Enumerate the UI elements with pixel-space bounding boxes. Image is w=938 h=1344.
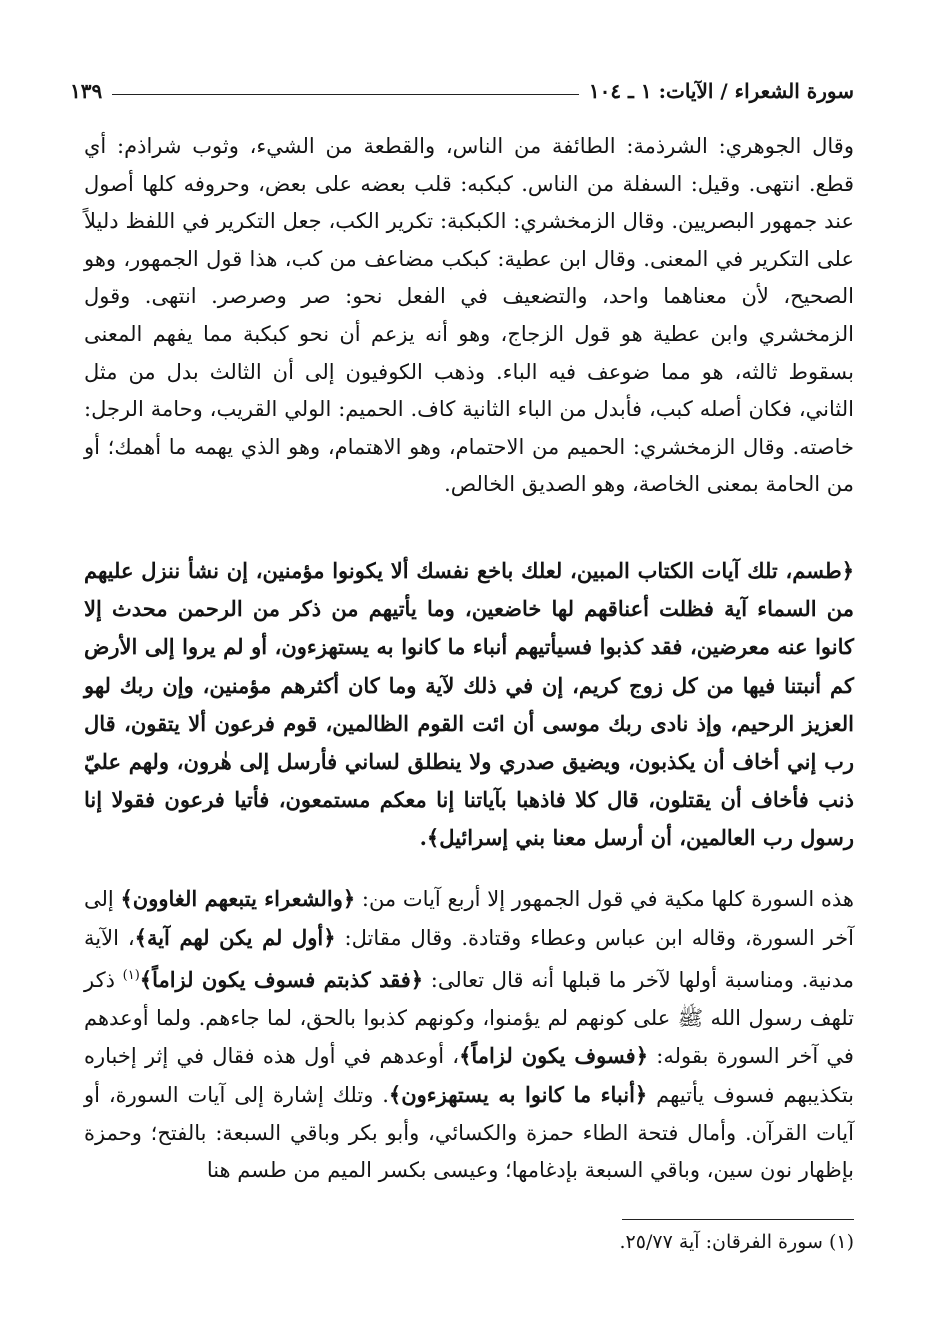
running-header [70, 74, 854, 108]
verse-quote: ﴿فسوف يكون لزاماً﴾ [459, 1043, 649, 1069]
verse-quote: ﴿والشعراء يتبعهم الغاوون﴾ [120, 886, 356, 911]
header-rule [112, 94, 579, 95]
footnote-marker[interactable]: (١) [122, 968, 140, 984]
commentary-paragraph-1: وقال الجوهري: الشرذمة: الطائفة من الناس، والقطعة من الشيء، وثوب شراذم: أي قطع. انتهى. وقيل: السفلة من الناس. كبكبه: قلب بعضه على بعض، وحروفه كلها أصول عند جمهور البصريين. وقال الزمخشري: الكبكبة: تكرير الكب، جعل التكرير في اللفظ دليلاً على التكرير في المعنى. وقال ابن عطية: كبكب مضاعف من كب، هذا قول الجمهور، وهو الصحيح، لأن معناهما واحد، والتضعيف في الفعل نحو: صر وصرصر. انتهى. وقول الزمخشري وابن عطية هو قول الزجاج، وهو أنه يزعم أن نحو كبكبة مما يفهم المعنى بسقوط ثالثه، هو مما ضوعف فيه الباء. وذهب الكوفيون إلى أن الثالث بدل من مثل الثاني، فكان أصله كبب، فأبدل من الباء الثانية كاف. الحميم: الولي القريب، وحامة الرجل: خاصته. وقال الزمخشري: الحميم من الاحتمام، وهو الاهتمام، وهو الذي يهمه ما أهمك؛ أو من الحامة بمعنى الخاصة، وهو الصديق الخالص. [84, 134, 854, 497]
commentary-paragraph-2: هذه السورة كلها مكية في قول الجمهور إلا أربع آيات من: ﴿والشعراء يتبعهم الغاوون﴾ إلى آخر السورة، وقاله ابن عباس وعطاء وقتادة. وقال مقاتل: ﴿أول لم يكن لهم آية﴾، الآية مدنية. ومناسبة أولها لآخر ما قبلها أنه قال تعالى: ﴿فقد كذبتم فسوف يكون لزاماً﴾$^{(١)}$ ذكر تلهف رسول الله ﷺ على كونهم لم يؤمنوا، وكونهم كذبوا بالحق، لما جاءهم. ولما أوعدهم في آخر السورة بقوله: ﴿فسوف يكون لزاماً﴾، أوعدهم في أول هذه فقال في إثر إخباره بتكذيبهم فسوف يأتيهم ﴿أنباء ما كانوا به يستهزءون﴾. وتلك إشارة إلى آيات السورة، أو آيات القرآن. وأمال فتحة الطاء حمزة والكسائي، وأبو بكر وباقي السبعة: بالفتح؛ وحمزة بإظهار نون سين، وباقي السبعة بإدغامها؛ وعيسى بكسر الميم من طسم هنا [84, 886, 854, 1183]
quran-verses-paragraph: ﴿طسم، تلك آيات الكتاب المبين، لعلك باخع نفسك ألا يكونوا مؤمنين، إن نشأ ننزل عليهم من السماء آية فظلت أعناقهم لها خاضعين، وما يأتيهم من ذكر من الرحمن محدث إلا كانوا عنه معرضين، فقد كذبوا فسيأتيهم أنباء ما كانوا به يستهزءون، أو لم يروا إلى الأرض كم أنبتنا فيها من كل زوج كريم، إن في ذلك لآية وما كان أكثرهم مؤمنين، وإن ربك لهو العزيز الرحيم، وإذ نادى ربك موسى أن ائت القوم الظالمين، قوم فرعون ألا يتقون، قال رب إني أخاف أن يكذبون، ويضيق صدري ولا ينطلق لساني فأرسل إلى هٰرون، ولهم عليّ ذنب فأخاف أن يقتلون، قال كلا فاذهبا بآياتنا إنا معكم مستمعون، فأتيا فرعون فقولا إنا رسول رب العالمين، أن أرسل معنا بني إسرائيل﴾. [84, 558, 854, 851]
page-number: ١٣٩ [70, 79, 103, 103]
footnote: (١) سورة الفرقان: آية ٢٥/٧٧. [619, 1231, 854, 1253]
verse-quote: ﴿فقد كذبتم فسوف يكون لزاماً﴾ [139, 967, 424, 993]
verse-quote: ﴿أول لم يكن لهم آية﴾ [134, 924, 336, 950]
verse-quote: ﴿أنباء ما كانوا به يستهزءون﴾ [388, 1081, 648, 1107]
chapter-title: سورة الشعراء / الآيات: ١ ـ ١٠٤ [588, 79, 854, 103]
footnote-rule [622, 1219, 854, 1220]
